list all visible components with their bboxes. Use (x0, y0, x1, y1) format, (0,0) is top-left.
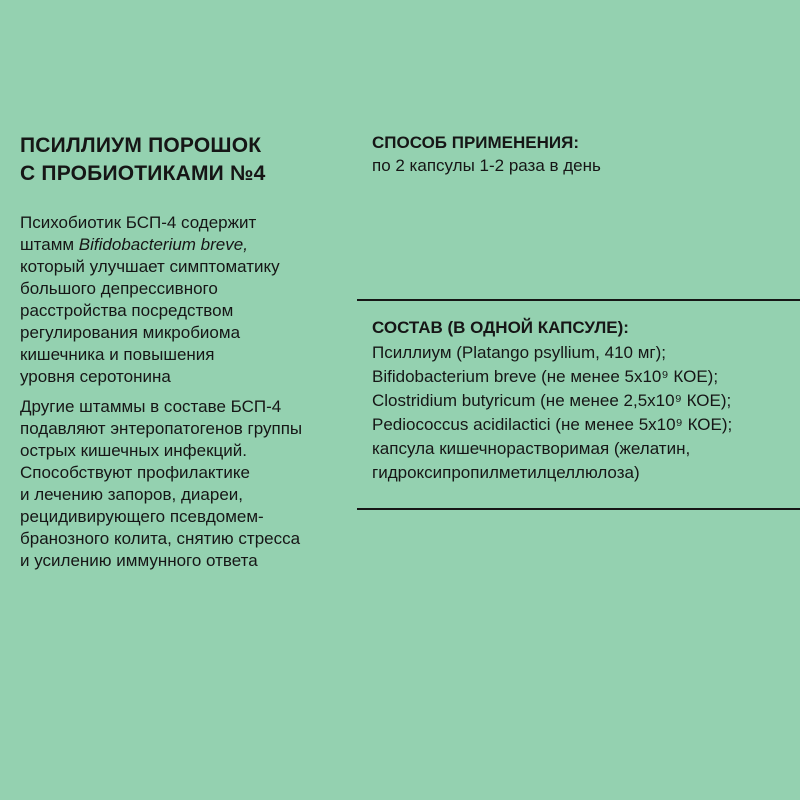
product-title-line-2: С ПРОБИОТИКАМИ №4 (20, 162, 266, 185)
composition-item: Bifidobacterium breve (не менее 5х10⁹ КОЕ); (372, 367, 719, 386)
description-paragraph-2: Другие штаммы в составе БСП-4 подавляют энтеропатогенов группы острых кишечных инфекций. Способствуют профилактике и лечению запоров, диареи, рецидивирующего псевдомем- бранозного колита, снятию стресса и усилению иммунного ответа (20, 397, 303, 570)
divider-top (357, 299, 800, 301)
composition-heading: СОСТАВ (В ОДНОЙ КАПСУЛЕ): (372, 318, 629, 337)
description-paragraph-1 (20, 212, 345, 388)
composition-item: гидроксипропилметилцеллюлоза) (372, 463, 640, 482)
strain-name-italic: Bifidobacterium breve, (78, 235, 248, 254)
description-p1-start: Психобиотик БСП-4 содержит штамм (20, 213, 257, 254)
composition-item: Псиллиум (Platango psyllium, 410 мг); (372, 343, 666, 362)
composition-item: капсула кишечнорастворимая (желатин, (372, 439, 691, 458)
composition-item: Clostridium butyricum (не менее 2,5х10⁹ КОЕ); (372, 391, 732, 410)
product-title (20, 132, 345, 188)
description-p1-end: который улучшает симптоматику большого депрессивного расстройства посредством регулирования микробиома кишечника и повышения уровня серотонина (20, 257, 280, 386)
usage-heading: СПОСОБ ПРИМЕНЕНИЯ: (372, 133, 580, 152)
product-title-line-1: ПСИЛЛИУМ ПОРОШОК (20, 134, 262, 157)
product-description-column (20, 132, 345, 572)
composition-list (372, 341, 797, 485)
composition-block (372, 317, 797, 485)
usage-block (372, 132, 792, 177)
usage-text: по 2 капсулы 1-2 раза в день (372, 156, 601, 175)
composition-item: Pediococcus acidilactici (не менее 5х10⁹ КОЕ); (372, 415, 733, 434)
divider-bottom (357, 508, 800, 510)
